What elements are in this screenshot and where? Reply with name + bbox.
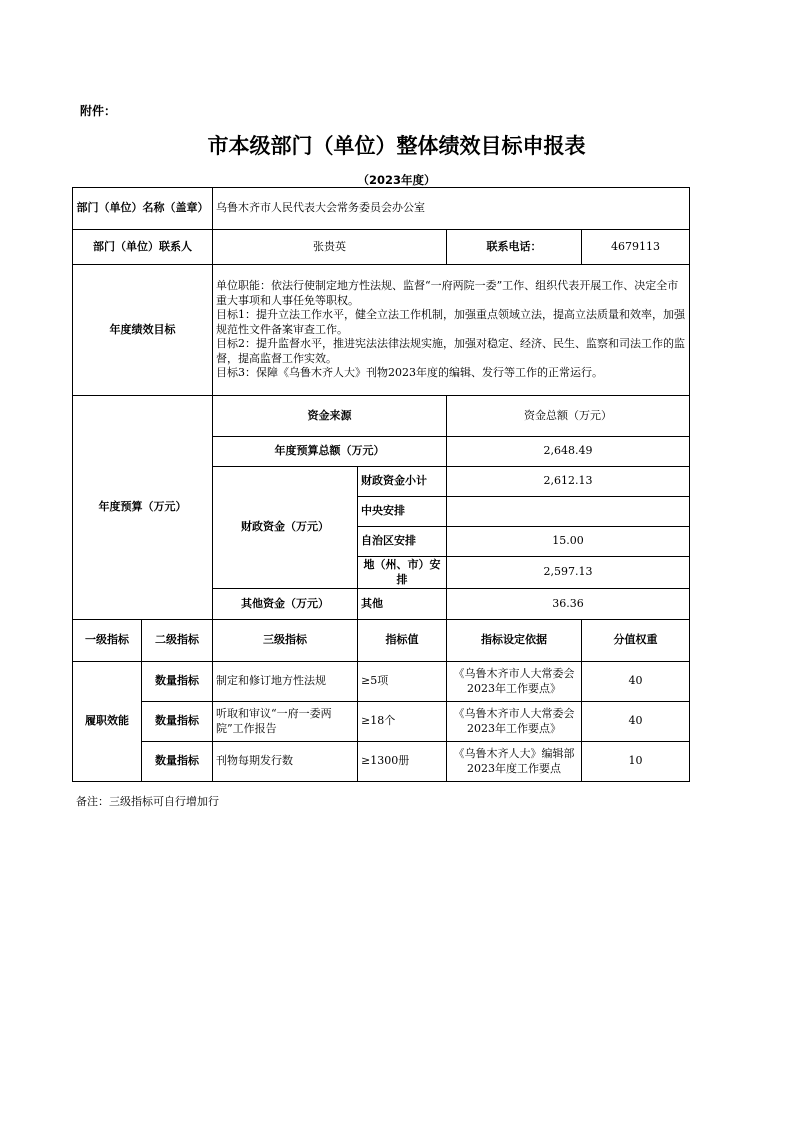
- indicator-level3: 听取和审议“一府一委两院”工作报告: [213, 702, 358, 742]
- fiscal-subtotal-value: 2,612.13: [447, 467, 690, 497]
- indicator-weight: 10: [582, 742, 690, 782]
- other-value: 36.36: [447, 589, 690, 620]
- region-value: 15.00: [447, 527, 690, 557]
- indicator-level2: 数量指标: [142, 662, 213, 702]
- page-title: 市本级部门（单位）整体绩效目标申报表: [207, 134, 586, 158]
- annual-goals-text: [213, 265, 690, 396]
- central-value: [447, 497, 690, 527]
- header-level3: 三级指标: [213, 620, 358, 662]
- header-level2: 二级指标: [142, 620, 213, 662]
- phone-value: 4679113: [582, 230, 690, 265]
- fiscal-funds-label: 财政资金（万元）: [213, 467, 358, 589]
- indicator-basis: 《乌鲁木齐市人大常委会2023年工作要点》: [447, 702, 582, 742]
- fund-source-header: 资金来源: [213, 396, 447, 437]
- indicator-weight: 40: [582, 662, 690, 702]
- local-value: 2,597.13: [447, 557, 690, 589]
- contact-label: 部门（单位）联系人: [73, 230, 213, 265]
- indicator-level1: 履职效能: [73, 662, 142, 782]
- other-sub-label: 其他: [358, 589, 447, 620]
- goal-line: 单位职能：依法行使制定地方性法规、监督“一府两院一委”工作、组织代表开展工作、决定全市重大事项和人事任免等职权。: [216, 279, 679, 307]
- footnote: 备注：三级指标可自行增加行: [76, 795, 219, 808]
- performance-form-table: [72, 187, 690, 782]
- contact-value: 张贵英: [213, 230, 447, 265]
- other-funds-label: 其他资金（万元）: [213, 589, 358, 620]
- indicator-basis: 《乌鲁木齐人大》编辑部2023年度工作要点: [447, 742, 582, 782]
- indicator-level3: 刊物每期发行数: [213, 742, 358, 782]
- fund-amount-header: 资金总额（万元）: [447, 396, 690, 437]
- goal-line: 目标3：保障《乌鲁木齐人大》刊物2023年度的编辑、发行等工作的正常运行。: [216, 366, 603, 380]
- indicator-weight: 40: [582, 702, 690, 742]
- budget-total-value: 2,648.49: [447, 437, 690, 467]
- attachment-label: 附件：: [80, 104, 117, 118]
- indicator-value: ≥18个: [358, 702, 447, 742]
- indicator-level2: 数量指标: [142, 702, 213, 742]
- dept-name-label: 部门（单位）名称（盖章）: [73, 188, 213, 230]
- goal-line: 目标2：提升监督水平，推进宪法法律法规实施，加强对稳定、经济、民生、监察和司法工作的监督，提高监督工作实效。: [216, 337, 685, 365]
- budget-total-label: 年度预算总额（万元）: [213, 437, 447, 467]
- indicator-value: ≥1300册: [358, 742, 447, 782]
- indicator-basis: 《乌鲁木齐市人大常委会2023年工作要点》: [447, 662, 582, 702]
- region-label: 自治区安排: [358, 527, 447, 557]
- phone-label: 联系电话：: [447, 230, 582, 265]
- header-level1: 一级指标: [73, 620, 142, 662]
- header-value: 指标值: [358, 620, 447, 662]
- fiscal-subtotal-label: 财政资金小计: [358, 467, 447, 497]
- goal-line: 目标1：提升立法工作水平，健全立法工作机制，加强重点领域立法，提高立法质量和效率，加强规范性文件备案审查工作。: [216, 308, 685, 336]
- header-basis: 指标设定依据: [447, 620, 582, 662]
- header-weight: 分值权重: [582, 620, 690, 662]
- dept-name-value: 乌鲁木齐市人民代表大会常务委员会办公室: [213, 188, 690, 230]
- indicator-value: ≥5项: [358, 662, 447, 702]
- annual-budget-label: 年度预算（万元）: [73, 396, 213, 620]
- indicator-level2: 数量指标: [142, 742, 213, 782]
- year-subtitle: （2023年度）: [357, 173, 436, 187]
- local-label: 地（州、市）安排: [358, 557, 447, 589]
- central-label: 中央安排: [358, 497, 447, 527]
- annual-goals-label: 年度绩效目标: [73, 265, 213, 396]
- indicator-level3: 制定和修订地方性法规: [213, 662, 358, 702]
